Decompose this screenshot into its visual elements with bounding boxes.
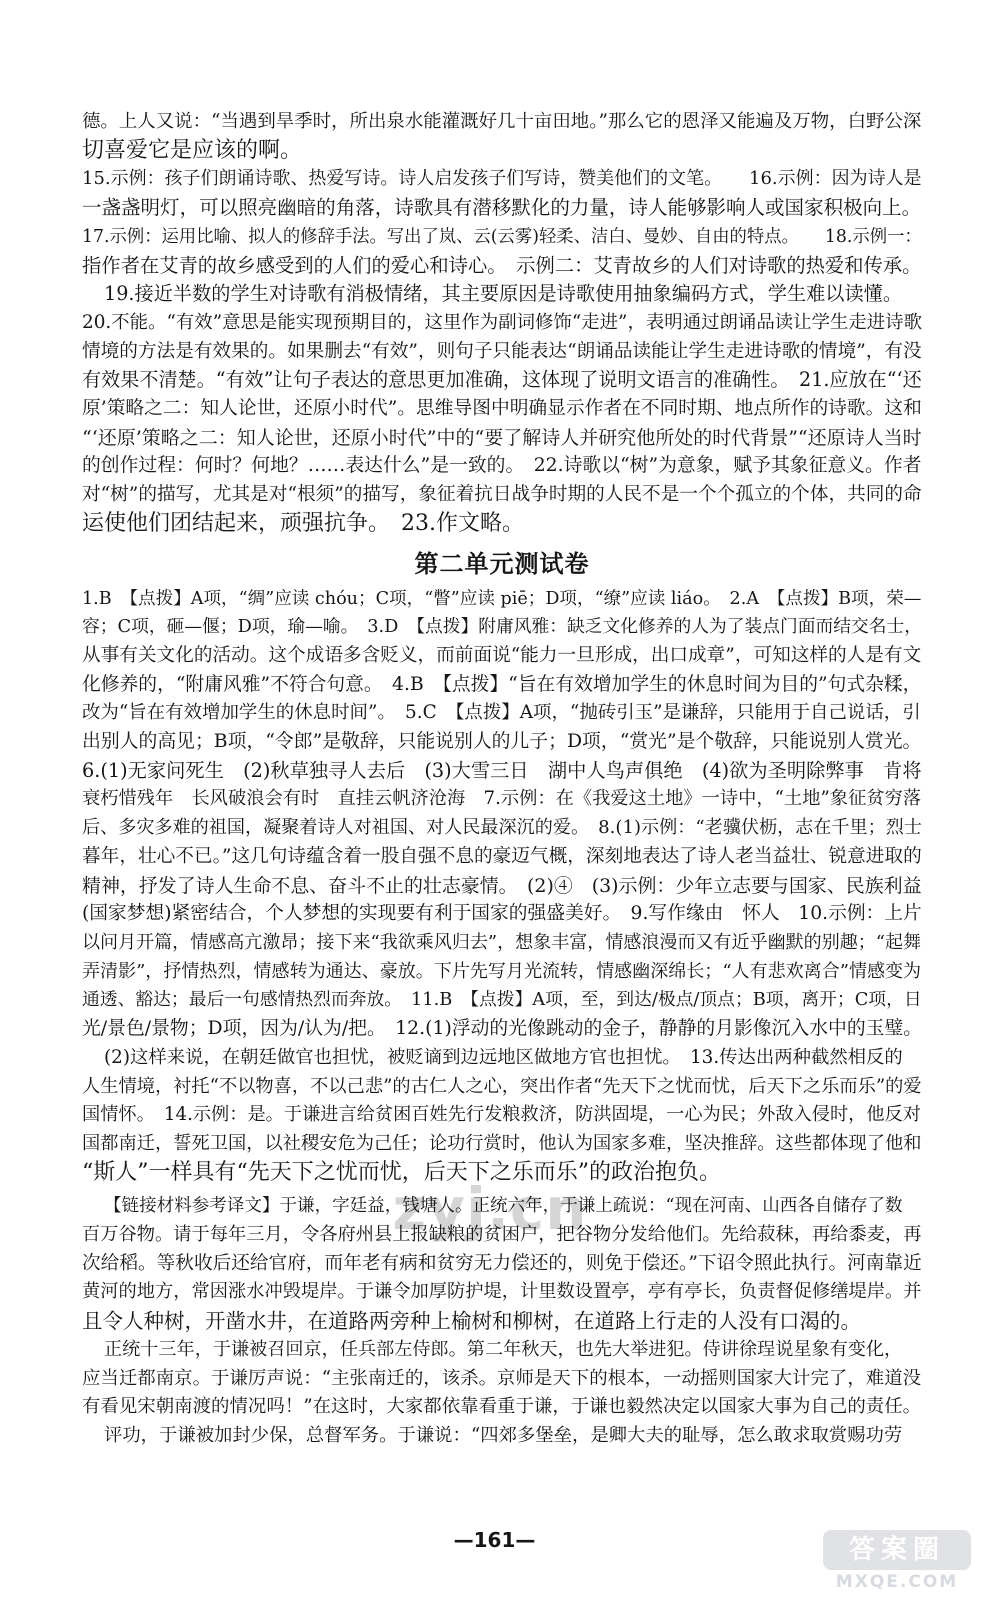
text-line: 17.示例：运用比喻、拟人的修辞手法。写出了岚、云(云雾)轻柔、洁白、曼妙、自由的特点。 18.示例一： xyxy=(82,226,922,247)
text-line: “斯人”一样具有“先天下之忧而忧，后天下之乐而乐”的政治抱负。 xyxy=(82,1159,721,1185)
section-title: 第二单元测试卷 xyxy=(414,548,590,578)
text-line: 正统十三年，于谦被召回京，任兵部左侍郎。第二年秋天，也先大举进犯。侍讲徐珵说星象有变化， xyxy=(104,1338,903,1360)
text-line: 且令人种树，开凿水井，在道路两旁种上榆树和柳树，在道路上行走的人没有口渴的。 xyxy=(82,1309,861,1334)
text-line: 精神，抒发了诗人生命不息、奋斗不止的壮志豪情。 (2)④ (3)示例：少年立志要与国家、民族利益 xyxy=(82,874,922,897)
page-number: —161— xyxy=(453,1528,536,1552)
text-line: 国情怀。 14.示例：是。于谦进言给贫困百姓先行发粮救济，防洪固堤，一心为民；外敌入侵时，他反对 xyxy=(82,1104,921,1126)
text-line: 以问月开篇，情感高亢激昂；接下来“我欲乘风归去”，想象丰富，情感浪漫而又有近乎幽默的别趣；“起舞 xyxy=(82,931,922,953)
text-line: (2)这样来说，在朝廷做官也担忧，被贬谪到边远地区做地方官也担忧。 13.传达出两种截然相反的 xyxy=(104,1046,903,1068)
center-watermark-text: zyj.cn xyxy=(392,1175,588,1243)
text-line: 容；C项，砸—偃；D项，瑜—喻。 3.D 【点拨】附庸风雅：缺乏文化修养的人为了装点门面而结交名士， xyxy=(82,617,922,638)
text-line: 化修养的，“附庸风雅”不符合句意。 4.B 【点拨】“旨在有效增加学生的休息时间为目的”句式杂糅， xyxy=(82,673,922,695)
text-line: 人生情境，衬托“不以物喜，不以己悲”的古仁人之心，突出作者“先天下之忧而忧，后天下之乐而乐”的爱 xyxy=(82,1075,922,1097)
text-line: 指作者在艾青的故乡感受到的人们的爱心和诗心。 示例二：艾青故乡的人们对诗歌的热爱和传承。 xyxy=(82,253,922,277)
text-line: 出别人的高见；B项，“令郎”是敬辞，只能说别人的儿子；D项，“赏光”是个敬辞，只能说别人赏光。 xyxy=(82,731,922,753)
reference-translation xyxy=(82,1192,922,1450)
answers-continued xyxy=(82,108,922,539)
text-line: 的创作过程：何时？何地？……表达什么”是一致的。 22.诗歌以“树”为意象，赋予其象征意义。作者 xyxy=(82,455,922,477)
text-line: 黄河的地方，常因涨水冲毁堤岸。于谦令加厚防护堤，计里数设置亭，亭有亭长，负责督促修缮堤岸。并 xyxy=(82,1281,922,1303)
text-line: 1.B 【点拨】A项，“绸”应读 chóu；C项，“瞥”应读 piē；D项，“缭”应读 liáo。 2.A 【点拨】B项，荣— xyxy=(82,588,922,609)
text-line: 切喜爱它是应该的啊。 xyxy=(82,137,303,163)
text-line: 光/景色/景物；D项，因为/认为/把。 12.(1)浮动的光像跳动的金子，静静的月影像沉入水中的玉璧。 xyxy=(82,1018,923,1040)
text-line: “‘还原’策略之二：知人论世，还原小时代”中的“要了解诗人并研究他所处的时代背景”“还原诗人当时 xyxy=(82,426,922,449)
text-line: 有看见宋朝南渡的情况吗！”在这时，大家都依靠看重于谦，于谦也毅然决定以国家大事为自己的责任。 xyxy=(82,1396,922,1418)
text-line: 19.接近半数的学生对诗歌有消极情绪，其主要原因是诗歌使用抽象编码方式，学生难以读懂。 xyxy=(104,282,903,306)
watermark-url: MXQE.COM xyxy=(835,1572,959,1592)
text-line: 后、多灾多难的祖国，凝聚着诗人对祖国、对人民最深沉的爱。 8.(1)示例：“老骥伏枥，志在千里；烈士 xyxy=(82,817,922,839)
watermark-badge: 答案圈 xyxy=(823,1530,971,1570)
text-line: 通透、豁达；最后一句感情热烈而奔放。 11.B 【点拨】A项，至，到达/极点/顶点；B项，离开；C项，日 xyxy=(82,989,922,1011)
text-line: 百万谷物。请于每年三月，令各府州县上报缺粮的贫困户，把谷物分发给他们。先给菽秣，再给黍麦，再 xyxy=(82,1224,922,1246)
text-line: 【链接材料参考译文】于谦，字廷益，钱塘人。正统六年，于谦上疏说：“现在河南、山西各自储存了数 xyxy=(104,1196,903,1217)
text-line: 暮年，壮心不已。”这几句诗蕴含着一股自强不息的豪迈气概，深刻地表达了诗人老当益壮、锐意进取的 xyxy=(82,845,922,867)
text-line: 20.不能。“有效”意思是能实现预期目的，这里作为副词修饰“走进”，表明通过朗诵品读让学生走进诗歌 xyxy=(82,311,922,333)
text-line: 改为“旨在有效增加学生的休息时间”。 5.C 【点拨】A项，“抛砖引玉”是谦辞，只能用于自己说话，引 xyxy=(82,702,921,724)
text-line: 6.(1)无家问死生 (2)秋草独寻人去后 (3)大雪三日 湖中人鸟声俱绝 (4)欲为圣明除弊事 肯将 xyxy=(82,758,922,782)
text-line: 15.示例：孩子们朗诵诗歌、热爱写诗。诗人启发孩子们写诗，赞美他们的文笔。 16.示例：因为诗人是 xyxy=(82,168,922,190)
text-line: 弄清影”，抒情热烈，情感转为通达、豪放。下片先写月光流转，情感幽深绵长；“人有悲欢离合”情感变为 xyxy=(82,960,922,982)
text-line: 德。上人又说：“当遇到旱季时，所出泉水能灌溉好几十亩田地。”那么它的恩泽又能遍及万物，白野公深 xyxy=(82,111,922,132)
text-line: 衰朽惜残年 长风破浪会有时 直挂云帆济沧海 7.示例：在《我爱这土地》一诗中，“土地”象征贫穷落 xyxy=(82,788,922,810)
corner-watermark xyxy=(823,1530,971,1594)
text-line: 国都南迁，誓死卫国，以社稷安危为己任；论功行赏时，他认为国家多难，坚决推辞。这些都体现了他和 xyxy=(82,1132,922,1154)
text-line: 从事有关文化的活动。这个成语多含贬义，而前面说“能力一旦形成，出口成章”，可知这样的人是有文 xyxy=(82,644,922,666)
unit-test-answers xyxy=(82,585,922,1188)
text-line: 运使他们团结起来，顽强抗争。 23.作文略。 xyxy=(82,510,524,536)
answer-page xyxy=(82,108,922,1451)
text-line: 评功，于谦被加封少保，总督军务。于谦说：“四郊多堡垒，是卿大夫的耻辱，怎么敢求取赏赐功劳 xyxy=(104,1424,903,1446)
text-line: 情境的方法是有效果的。如果删去“有效”，则句子只能表达“朗诵品读能让学生走进诗歌的情境”，有没 xyxy=(82,340,922,362)
text-line: (国家梦想)紧密结合，个人梦想的实现要有利于国家的强盛美好。 9.写作缘由 怀人 10.示例：上片 xyxy=(82,903,922,925)
text-line: 次给稻。等秋收后还给官府，而年老有病和贫穷无力偿还的，则免于偿还。”下诏令照此执行。河南靠近 xyxy=(82,1252,922,1274)
text-line: 应当迁都南京。于谦厉声说：“主张南迁的，该杀。京师是天下的根本，一动摇则国家大计完了，难道没 xyxy=(82,1367,922,1389)
text-line: 有效果不清楚。“有效”让句子表达的意思更加准确，这体现了说明文语言的准确性。 21.应放在“‘还 xyxy=(82,368,922,392)
text-line: 原’策略之二：知人论世，还原小时代”。思维导图中明确显示作者在不同时期、地点所作的诗歌。这和 xyxy=(82,398,922,420)
text-line: 对“树”的描写，尤其是对“根须”的描写，象征着抗日战争时期的人民不是一个个孤立的个体，共同的命 xyxy=(82,484,922,506)
text-line: 一盏盏明灯，可以照亮幽暗的角落，诗歌具有潜移默化的力量，诗人能够影响人或国家积极向上。 xyxy=(82,196,922,220)
